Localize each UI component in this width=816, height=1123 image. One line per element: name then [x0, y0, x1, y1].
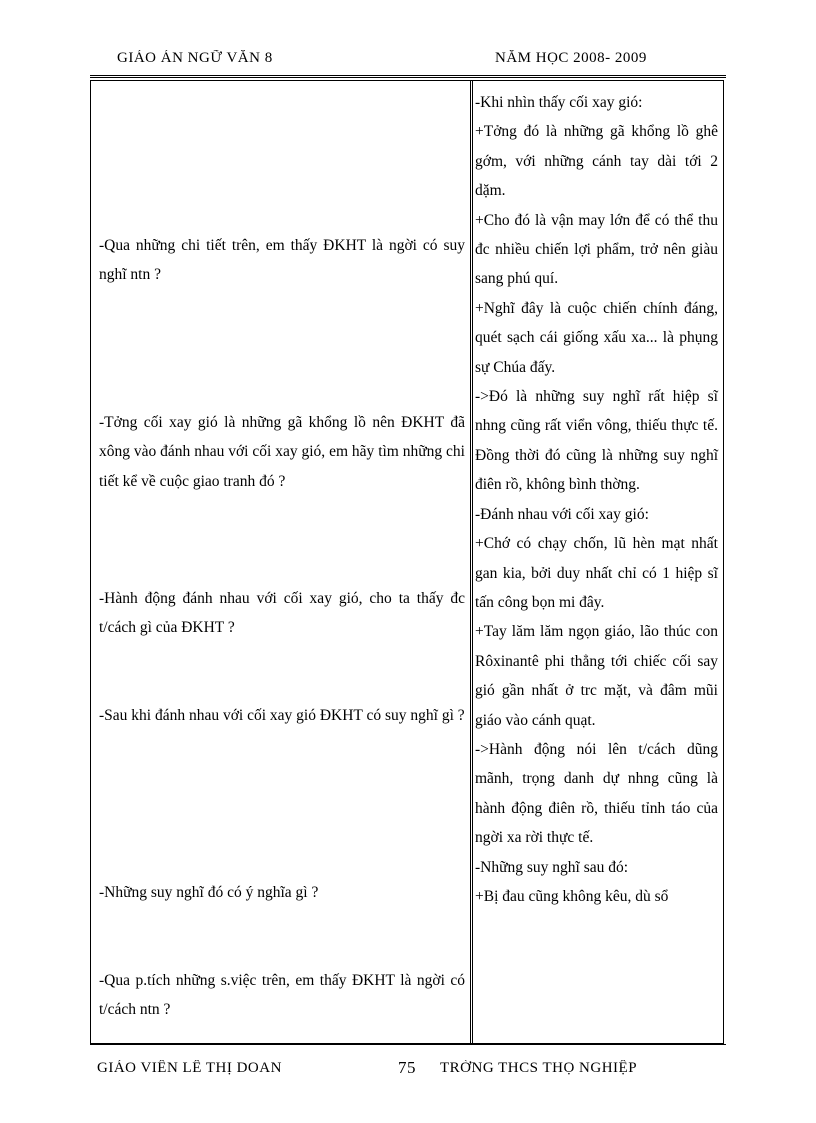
- footer-school: TRỜNG THCS THỌ NGHIỆP: [440, 1060, 638, 1076]
- answer-line: +Nghĩ đây là cuộc chiến chính đáng, quét sạch cái giống xấu xa... là phụng sự Chúa đấy.: [475, 299, 718, 376]
- answer-line: +Chớ có chạy chốn, lũ hèn mạt nhất gan kia, bởi duy nhất chỉ có 1 hiệp sĩ tấn công bọn mi đây.: [475, 535, 718, 611]
- question-6: -Qua p.tích những s.việc trên, em thấy ĐKHT là ngời có t/cách ntn ?: [99, 972, 465, 1019]
- page-number: 75: [398, 1060, 416, 1077]
- footer-teacher: GIÁO VIÊN LÊ THỊ DOAN: [97, 1060, 282, 1076]
- answer-line: +Cho đó là vận may lớn để có thể thu đc nhiều chiến lợi phẩm, trở nên giàu sang phú quí.: [475, 211, 718, 288]
- header-rule: [90, 75, 726, 78]
- answers-column: [475, 88, 718, 911]
- answer-line: ->Đó là những suy nghĩ rất hiệp sĩ nhng cũng rất viển vông, thiếu thực tế. Đồng thời đó cũng là những suy nghĩ điên rồ, không bình thờng.: [475, 388, 718, 494]
- question-2: -Tởng cối xay gió là những gã khổng lồ nên ĐKHT đã xông vào đánh nhau với cối xay gió, em hãy tìm những chi tiết kể về cuộc giao tranh đó ?: [99, 414, 465, 490]
- answer-line: +Tởng đó là những gã khổng lồ ghê gớm, với những cánh tay dài tới 2 dặm.: [475, 123, 718, 200]
- page-footer: [0, 1060, 816, 1082]
- question-4: -Sau khi đánh nhau với cối xay gió ĐKHT có suy nghĩ gì ?: [99, 707, 465, 724]
- answer-line: +Tay lăm lăm ngọn giáo, lão thúc con Rôxinantê phi thẳng tới chiếc cối say gió gần nhất ở trc mặt, và đâm mũi giáo vào cánh quạt.: [475, 623, 718, 729]
- column-divider: [470, 81, 473, 1043]
- header-school-year: NĂM HỌC 2008- 2009: [495, 50, 647, 66]
- question-1: -Qua những chi tiết trên, em thấy ĐKHT là ngời có suy nghĩ ntn ?: [99, 237, 465, 284]
- page-header: [0, 50, 816, 78]
- answer-line: +Bị đau cũng không kêu, dù sổ: [475, 887, 669, 905]
- answer-line: ->Hành động nói lên t/cách dũng mãnh, trọng danh dự nhng cũng là hành động điên rồ, thiếu tỉnh táo của ngời xa rời thực tế.: [475, 740, 718, 847]
- header-subject: GIÁO ÁN NGỮ VĂN 8: [117, 50, 273, 66]
- question-5: -Những suy nghĩ đó có ý nghĩa gì ?: [99, 884, 319, 901]
- lesson-table: [90, 80, 724, 1044]
- answer-line: -Khi nhìn thấy cối xay gió:: [475, 94, 643, 111]
- answer-line: -Những suy nghĩ sau đó:: [475, 858, 629, 876]
- footer-rule: [90, 1044, 726, 1045]
- question-3: -Hành động đánh nhau với cối xay gió, cho ta thấy đc t/cách gì của ĐKHT ?: [99, 590, 465, 637]
- answer-line: -Đánh nhau với cối xay gió:: [475, 505, 649, 523]
